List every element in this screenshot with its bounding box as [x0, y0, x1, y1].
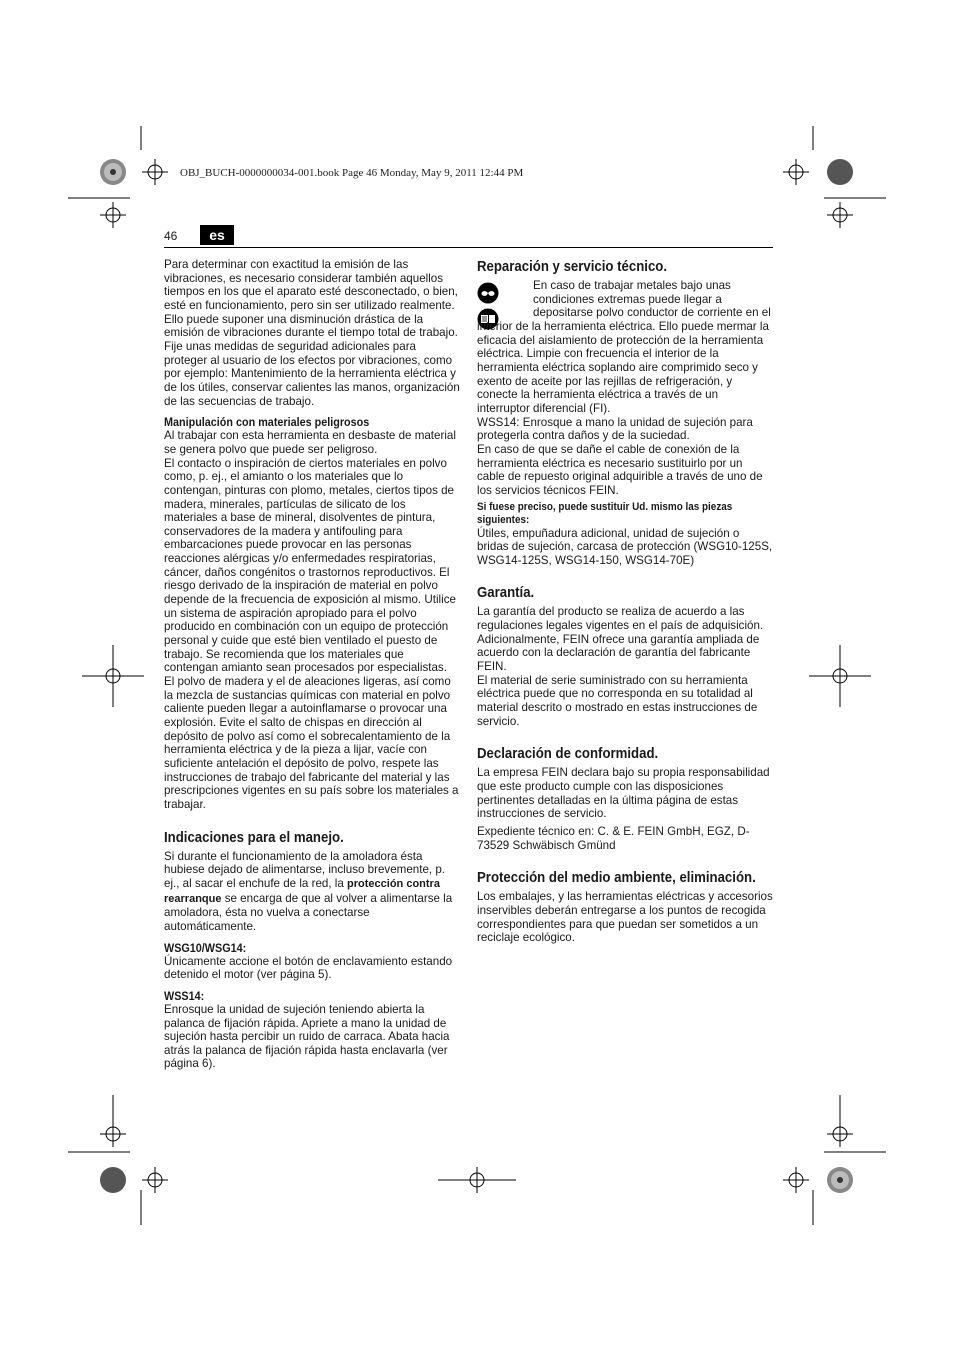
paragraph: El material de serie suministrado con su herramienta eléctrica puede que no corresponda en su totalidad al material descrito o mostrado en estas instrucciones de servicio.: [477, 673, 758, 728]
paragraph: Enrosque la unidad de sujeción teniendo abierta la palanca de fijación rápida. Apriete a mano la unidad de sujeción hasta percibir un ruido de carraca. Abata hacia atrás la palanca de fijación rápida hasta enclavarla (ver página 6).: [164, 1002, 450, 1071]
section-heading: Si fuese preciso, puede sustituir Ud. mismo las piezas siguientes:: [477, 500, 733, 526]
bold-term: protección contra rearranque: [164, 877, 440, 905]
language-badge: es: [200, 225, 234, 245]
text-run: se encarga de que al volver a alimentarse la amoladora, ésta no vuelva a conectarse automáticamente.: [164, 891, 453, 933]
paragraph: WSS14: Enrosque a mano la unidad de sujeción para protegerla contra daños y de la suciedad.: [477, 415, 753, 443]
paragraph: Únicamente accione el botón de enclavamiento estando detenido el motor (ver página 5).: [164, 954, 453, 982]
paragraph: La empresa FEIN declara bajo su propia responsabilidad que este producto cumple con las disposiciones pertinentes detalladas en la última página de estas instrucciones de servicio.: [477, 766, 770, 821]
paragraph: [164, 850, 460, 934]
section-heading: Reparación y servicio técnico.: [477, 258, 668, 275]
page-number: 46: [164, 229, 178, 243]
header-rule: [164, 247, 773, 248]
safety-glasses-icon: [477, 282, 499, 304]
section-heading: WSS14:: [164, 988, 205, 1003]
paragraph: En caso de trabajar metales bajo unas condiciones extremas puede llegar a depositarse polvo conductor de corriente en el interior de la herramienta eléctrica. Ello puede mermar la eficacia del aislamiento de protección de la herramienta eléctrica. Limpie con frecuencia el interior de la herramienta eléctrica soplando aire comprimido seco y exento de aceite por las rejillas de refrigeración, y conecte la herramienta eléctrica a través de un interruptor diferencial (FI).: [477, 279, 771, 415]
section-heading: Garantía.: [477, 584, 535, 602]
paragraph: Los embalajes, y las herramientas eléctricas y accesorios inservibles deberán entregarse a los puntos de recogida correspondientes para que puedan ser sometidos a un reciclaje ecológico.: [477, 890, 773, 945]
section-heading: WSG10/WSG14:: [164, 940, 247, 955]
text-run: Si durante el funcionamiento de la amoladora ésta hubiese dejado de alimentarse, incluso brevemente, p. ej., al sacar el enchufe de la red, la: [164, 849, 446, 890]
section-heading: Declaración de conformidad.: [477, 745, 659, 763]
paragraph: Expediente técnico en: C. & E. FEIN GmbH, EGZ, D-73529 Schwäbisch Gmünd: [477, 825, 750, 852]
paragraph: La garantía del producto se realiza de acuerdo a las regulaciones legales vigentes en el país de adquisición. Adicionalmente, FEIN ofrece una garantía ampliada de acuerdo con la declaración de garantía del fabricante FEIN.: [477, 605, 764, 674]
paragraph: Para determinar con exactitud la emisión de las vibraciones, es necesario considerar también aquellos tiempos en los que el aparato esté desconectado, o bien, esté en funcionamiento, pero sin ser utilizado realmente. Ello puede suponer una disminución drástica de la emisión de vibraciones durante el tiempo total de trabajo.: [164, 258, 458, 340]
paragraph: El contacto o inspiración de ciertos materiales en polvo como, p. ej., el amianto o los materiales que lo contengan, pinturas con plomo, metales, ciertos tipos de madera, minerales, partículas de silicato de los materiales a base de mineral, disolventes de pintura, conservadores de la madera y antifouling para embarcaciones puede provocar en las personas reacciones alérgicas y/o enfermedades respiratorias, cáncer, daños congénitos o trastornos reproductivos. El riesgo derivado de la inspiración de material en polvo depende de la frecuencia de exposición al mismo. Utilice un sistema de aspiración apropiado para el polvo producido en combinación con un equipo de protección personal y cuide que esté bien ventilado el puesto de trabajo. Se recomienda que los materiales que contengan amianto sean procesados por especialistas.: [164, 456, 456, 675]
warning-icons: [477, 282, 529, 308]
print-slug: OBJ_BUCH-0000000034-001.book Page 46 Monday, May 9, 2011 12:44 PM: [180, 167, 524, 179]
section-heading: Manipulación con materiales peligrosos: [164, 415, 370, 430]
paragraph: Al trabajar con esta herramienta en desbaste de material se genera polvo que puede ser peligroso.: [164, 429, 456, 456]
paragraph: En caso de que se dañe el cable de conexión de la herramienta eléctrica es necesario sustituirlo por un cable de repuesto original adquirible a través de uno de los servicios técnicos FEIN.: [477, 442, 763, 497]
left-column: [164, 258, 460, 1071]
section-heading: Indicaciones para el manejo.: [164, 828, 344, 846]
paragraph: Útiles, empuñadura adicional, unidad de sujeción o bridas de sujeción, carcasa de protección (WSG10-125S, WSG14-125S, WSG14-150, WSG14-70E): [477, 526, 773, 567]
paragraph: El polvo de madera y el de aleaciones ligeras, así como la mezcla de sustancias químicas con material en polvo caliente pueden llegar a autoinflamarse o provocar una explosión. Evite el salto de chispas en dirección al depósito de polvo así como el sobrecalentamiento de la herramienta eléctrica y de la pieza a lijar, vacíe con suficiente antelación el depósito de polvo, respete las instrucciones de trabajo del fabricante del material y las prescripciones vigentes en su país sobre los materiales a trabajar.: [164, 675, 459, 811]
paragraph: Fije unas medidas de seguridad adicionales para proteger al usuario de los efectos por vibraciones, como por ejemplo: Mantenimiento de la herramienta eléctrica y de los útiles, conservar calientes las manos, organización de las secuencias de trabajo.: [164, 339, 460, 408]
right-column: [477, 258, 773, 945]
section-heading: Protección del medio ambiente, eliminación.: [477, 869, 756, 887]
